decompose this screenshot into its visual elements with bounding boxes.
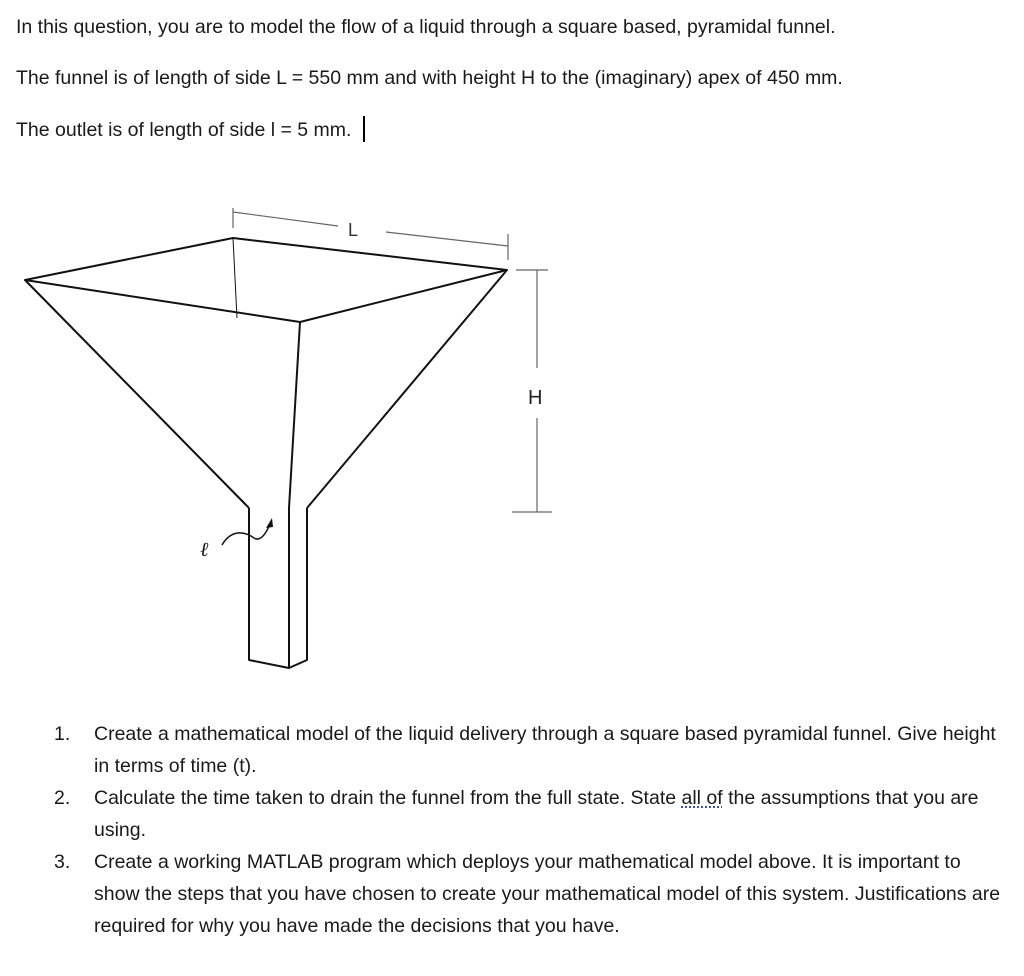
question-text-before: Calculate the time taken to drain the funnel from the full state. State [94,787,682,809]
funnel-diagram [0,190,600,680]
question-text-after: the assumptions that you are using. [94,787,979,841]
question-item-3 [54,846,1004,942]
outlet-arrowhead [266,518,273,528]
intro-text-2: The funnel is of length of side L = 550 mm and with height H to the (imaginary) apex of 450 mm. [16,67,843,89]
label-l: ℓ [200,537,209,561]
question-number: 3. [54,851,71,873]
funnel-left-edge [25,280,249,508]
question-text: Create a mathematical model of the liquid delivery through a square based pyramidal funnel. Give height in terms of time (t). [94,723,996,777]
question-item-1 [54,718,1004,782]
intro-paragraph-1 [16,15,836,39]
funnel-rim [25,238,507,322]
question-list [54,718,1004,942]
text-cursor [363,116,365,142]
intro-paragraph-3 [16,116,365,142]
funnel-back-edge [233,238,237,318]
question-text-dotted: all of [681,787,723,809]
question-number: 2. [54,787,71,809]
label-L: L [348,220,359,240]
question-number: 1. [54,723,71,745]
question-text: Create a working MATLAB program which deploys your mathematical model above. It is important to show the steps that you have chosen to create your mathematical model of this system. Justifications are required for why you have made the decisions that you have. [94,851,1001,937]
outlet-arrow [222,524,270,545]
intro-text-3: The outlet is of length of side l = 5 mm. [16,119,352,141]
funnel-right-edge [307,270,507,508]
outlet-tube [249,508,307,668]
label-H: H [528,387,543,409]
dimension-L [233,208,508,260]
intro-paragraph-2 [16,66,843,90]
intro-text-1: In this question, you are to model the flow of a liquid through a square based, pyramidal funnel. [16,16,836,38]
question-item-2 [54,782,1004,846]
funnel-front-edge [289,322,300,508]
